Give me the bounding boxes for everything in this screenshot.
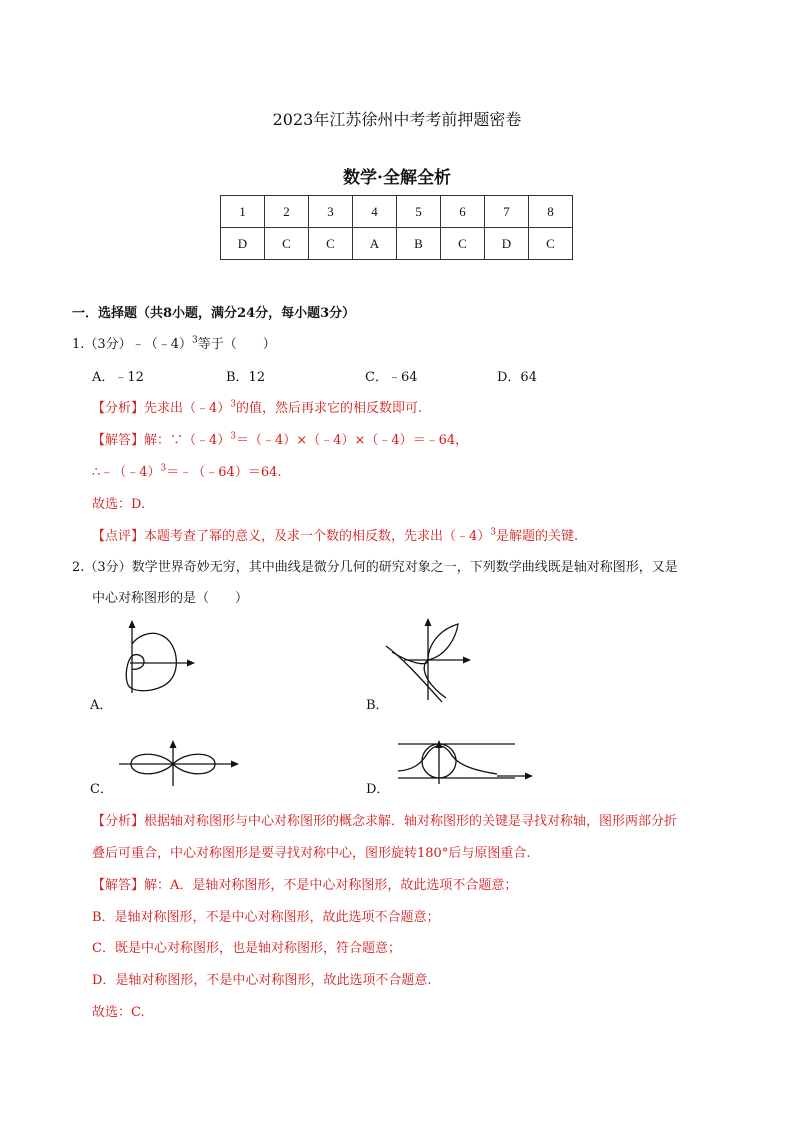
- q2-option-b-label: B．: [366, 698, 389, 713]
- q1-comment-tail: 是解题的关键.: [496, 529, 579, 544]
- q2-stem-line2: 中心对称图形的是（ ）: [92, 591, 249, 606]
- q1-comment-text: 本题考查了幂的意义，及求一个数的相反数，先求出（﹣4）: [144, 529, 491, 544]
- figure-d-curve: [393, 740, 533, 784]
- question-number-cell: 3: [309, 196, 353, 228]
- question-number-cell: 7: [485, 196, 529, 228]
- q1-solution-tail: ＝（﹣4）×（﹣4）×（﹣4）＝﹣64，: [236, 433, 469, 448]
- q1-comment: [92, 525, 578, 544]
- answer-table-answer-row: [221, 228, 573, 260]
- q1-therefore: [92, 461, 282, 480]
- q1-analysis-tail: 的值，然后再求它的相反数即可.: [236, 401, 423, 416]
- q1-stem-text: ﹣（﹣4）: [131, 337, 192, 352]
- q2-solution-line4: D．是轴对称图形，不是中心对称图形，故此选项不合题意.: [92, 973, 432, 988]
- figure-b-curve: [384, 618, 472, 704]
- q2-solution-line3: C．既是中心对称图形，也是轴对称图形，符合题意；: [92, 941, 401, 956]
- q1-analysis: [92, 397, 422, 416]
- q1-choose: 故选：D.: [92, 497, 146, 512]
- question-number-cell: 2: [265, 196, 309, 228]
- question-number-cell: 6: [441, 196, 485, 228]
- q2-analysis-line2: 叠后可重合，中心对称图形是要寻找对称中心，图形旋转180°后与原图重合.: [92, 846, 531, 861]
- q1-number: 1.: [72, 337, 85, 352]
- q2-stem-line1: [72, 556, 678, 575]
- answer-cell: C: [309, 228, 353, 260]
- comment-tag: 【点评】: [92, 529, 145, 544]
- q1-option-c: C．﹣64: [365, 370, 418, 385]
- q1-analysis-exponent: 3: [230, 399, 237, 410]
- q1-therefore-exponent: 3: [160, 463, 167, 474]
- q1-stem: [72, 333, 276, 352]
- q1-therefore-text: ∴﹣（﹣4）: [92, 465, 161, 480]
- q2-number: 2.: [72, 560, 85, 575]
- answer-table: [220, 195, 573, 260]
- q2-score: （3分）: [84, 560, 132, 575]
- q2-analysis-line1: [92, 810, 677, 829]
- solution-tag: 【解答】: [92, 878, 145, 893]
- figure-a-curve: [115, 620, 195, 695]
- answer-cell: D: [485, 228, 529, 260]
- analysis-tag: 【分析】: [92, 814, 145, 829]
- solution-tag: 【解答】: [92, 433, 145, 448]
- q2-choose: 故选：C.: [92, 1005, 145, 1020]
- q1-exponent: 3: [191, 335, 198, 346]
- q2-option-c-label: C．: [90, 782, 113, 797]
- figure-c-curve: [115, 740, 240, 788]
- q1-analysis-text: 先求出（﹣4）: [144, 401, 231, 416]
- q2-solution-text: 解：A．是轴对称图形，不是中心对称图形，故此选项不合题意；: [144, 878, 518, 893]
- answer-cell: A: [353, 228, 397, 260]
- q2-stem-text: 数学世界奇妙无穷，其中曲线是微分几何的研究对象之一，下列数学曲线既是轴对称图形，又是: [131, 560, 678, 575]
- answer-cell: D: [221, 228, 265, 260]
- q1-solution-exponent: 3: [230, 431, 237, 442]
- q1-option-a: A．﹣12: [92, 370, 144, 385]
- q1-solution: [92, 429, 468, 448]
- answer-cell: C: [529, 228, 573, 260]
- exam-subtitle: 数学·全解全析: [343, 168, 451, 188]
- q2-solution-line2: B．是轴对称图形，不是中心对称图形，故此选项不合题意；: [92, 910, 440, 925]
- question-number-cell: 8: [529, 196, 573, 228]
- q2-option-d-label: D．: [366, 782, 390, 797]
- exam-title: 2023年江苏徐州中考考前押题密卷: [272, 110, 522, 129]
- q1-score: （3分）: [84, 337, 132, 352]
- answer-cell: C: [441, 228, 485, 260]
- q1-therefore-tail: ＝﹣（﹣64）＝64.: [166, 465, 282, 480]
- answer-cell: B: [397, 228, 441, 260]
- q1-option-b: B．12: [226, 370, 266, 385]
- q2-analysis-text: 根据轴对称图形与中心对称图形的概念求解．轴对称图形的关键是寻找对称轴，图形两部分折: [144, 814, 678, 829]
- answer-cell: C: [265, 228, 309, 260]
- answer-table-number-row: [221, 196, 573, 228]
- question-number-cell: 1: [221, 196, 265, 228]
- section-heading: 一．选择题（共8小题，满分24分，每小题3分）: [72, 306, 356, 321]
- question-number-cell: 5: [397, 196, 441, 228]
- q1-solution-text: 解：∵（﹣4）: [144, 433, 231, 448]
- q1-option-d: D．64: [497, 370, 537, 385]
- q2-option-a-label: A．: [90, 698, 113, 713]
- analysis-tag: 【分析】: [92, 401, 145, 416]
- q1-stem-tail: 等于（ ）: [197, 337, 276, 352]
- question-number-cell: 4: [353, 196, 397, 228]
- q1-comment-exponent: 3: [490, 527, 497, 538]
- q2-solution-line1: [92, 874, 517, 893]
